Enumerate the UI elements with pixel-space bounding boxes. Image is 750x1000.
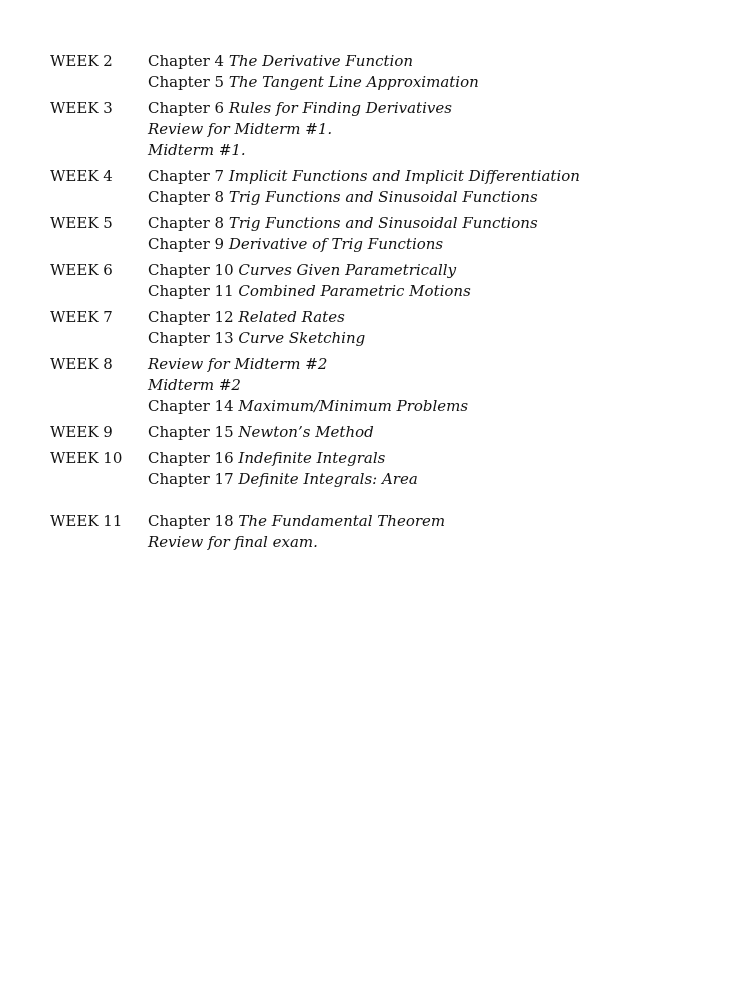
chapter-title: Trig Functions and Sinusoidal Functions [228,214,538,232]
schedule-entry [148,511,710,532]
schedule-entry [148,307,710,328]
schedule-entry [148,234,710,255]
chapter-title: Curve Sketching [238,329,366,347]
exam-note: Midterm #2 [148,376,241,394]
week-block [50,213,710,255]
chapter-number: Chapter 14 [148,397,234,415]
chapter-title: Newton’s Method [238,423,374,441]
chapter-number: Chapter 6 [148,99,225,117]
chapter-number: Chapter 11 [148,282,234,300]
schedule-entry [148,51,710,72]
week-entries [148,260,710,302]
schedule-entry [148,72,710,93]
chapter-title: Related Rates [238,308,345,326]
week-entries [148,166,710,208]
schedule-entry [148,422,710,443]
course-schedule [50,51,710,558]
week-block [50,448,710,490]
week-label: WEEK 2 [50,52,113,70]
week-label: WEEK 5 [50,214,113,232]
chapter-number: Chapter 12 [148,308,234,326]
week-label: WEEK 11 [50,512,123,530]
chapter-number: Chapter 18 [148,512,234,530]
week-block [50,422,710,443]
chapter-title: The Tangent Line Approximation [228,73,479,91]
week-label: WEEK 7 [50,308,113,326]
week-block [50,511,710,553]
schedule-entry [148,187,710,208]
week-block [50,166,710,208]
week-block [50,354,710,417]
chapter-title: Indefinite Integrals [238,449,386,467]
schedule-entry [148,281,710,302]
exam-note: Midterm #1. [148,141,246,159]
week-entries [148,422,710,443]
week-entries [148,213,710,255]
week-block [50,307,710,349]
review-note: Review for Midterm #2 [148,355,328,373]
chapter-number: Chapter 7 [148,167,225,185]
chapter-title: Trig Functions and Sinusoidal Functions [228,188,538,206]
schedule-entry [148,396,710,417]
review-note: Review for Midterm #1. [148,120,333,138]
chapter-number: Chapter 13 [148,329,234,347]
chapter-number: Chapter 15 [148,423,234,441]
week-entries [148,354,710,417]
week-entries [148,51,710,93]
chapter-title: Rules for Finding Derivatives [228,99,452,117]
chapter-title: Combined Parametric Motions [238,282,471,300]
chapter-title: Curves Given Parametrically [238,261,457,279]
chapter-title: Maximum/Minimum Problems [238,397,469,415]
week-entries [148,98,710,161]
week-entries [148,511,710,553]
week-label: WEEK 8 [50,355,113,373]
week-label: WEEK 9 [50,423,113,441]
chapter-number: Chapter 10 [148,261,234,279]
week-label: WEEK 3 [50,99,113,117]
chapter-title: Derivative of Trig Functions [228,235,444,253]
chapter-title: Definite Integrals: Area [238,470,418,488]
chapter-number: Chapter 8 [148,214,225,232]
schedule-entry [148,213,710,234]
week-entries [148,448,710,490]
chapter-number: Chapter 9 [148,235,225,253]
week-label: WEEK 4 [50,167,113,185]
chapter-number: Chapter 17 [148,470,234,488]
schedule-entry [148,166,710,187]
schedule-entry [148,448,710,469]
week-block [50,51,710,93]
chapter-number: Chapter 4 [148,52,225,70]
schedule-entry [148,98,710,119]
chapter-number: Chapter 5 [148,73,225,91]
chapter-title: The Fundamental Theorem [238,512,446,530]
week-label: WEEK 6 [50,261,113,279]
schedule-entry [148,469,710,490]
week-label: WEEK 10 [50,449,123,467]
chapter-number: Chapter 16 [148,449,234,467]
schedule-entry [148,328,710,349]
week-block [50,260,710,302]
week-block [50,98,710,161]
chapter-title: The Derivative Function [228,52,414,70]
chapter-number: Chapter 8 [148,188,225,206]
schedule-entry [148,260,710,281]
week-entries [148,307,710,349]
review-note: Review for final exam. [148,533,318,551]
chapter-title: Implicit Functions and Implicit Differentiation [228,167,580,185]
